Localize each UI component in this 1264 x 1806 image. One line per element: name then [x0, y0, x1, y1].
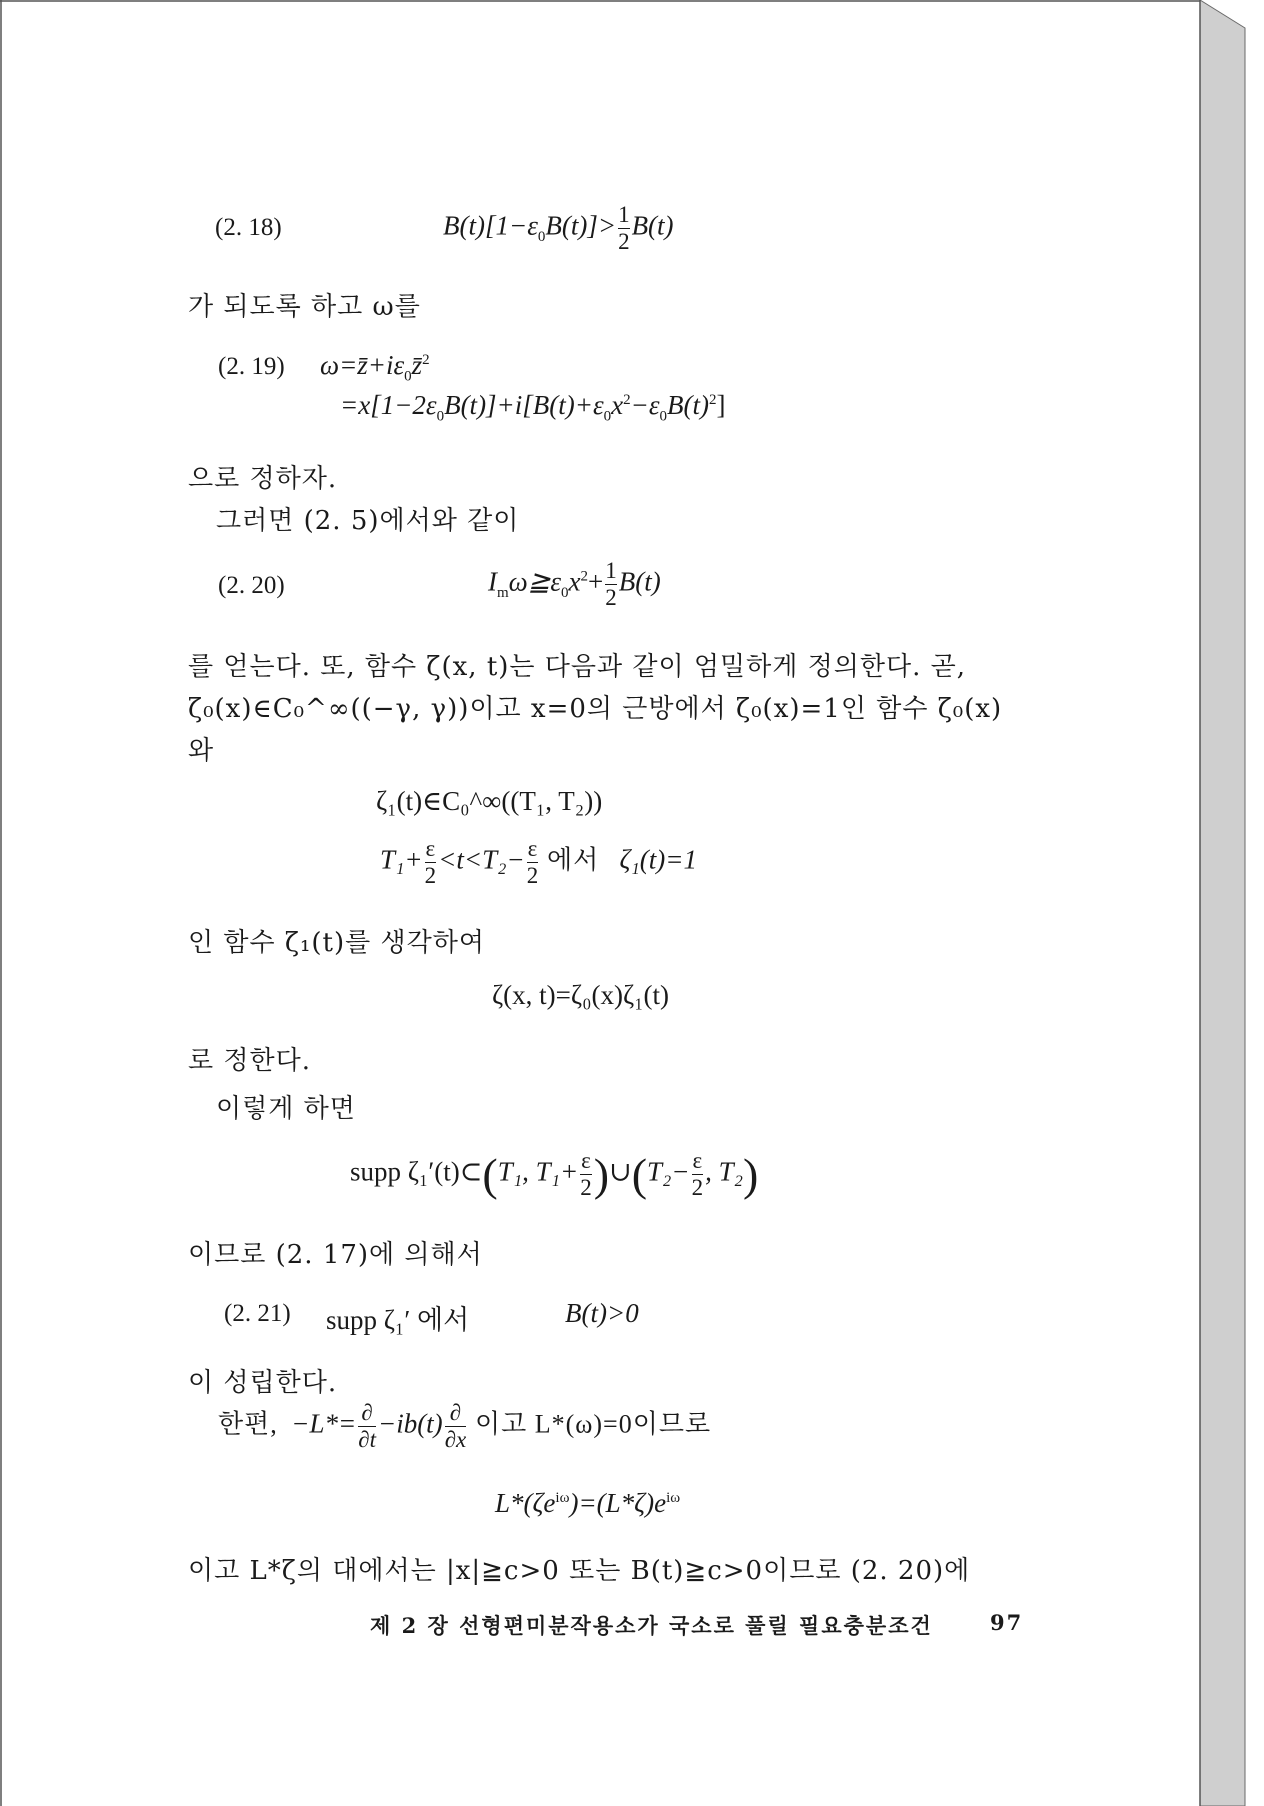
eq-text: B(t)>0 [565, 1298, 639, 1328]
frac-den: ∂x [444, 1427, 467, 1452]
eq-text: B(t)]+i[B(t)+ε [444, 390, 604, 420]
eq-text: −ib(t) [377, 1408, 443, 1439]
text-line: 이 성립한다. [188, 1368, 338, 1398]
equation-label: (2. 20) [218, 572, 285, 599]
text-line: 가 되도록 하고 ω를 [188, 292, 421, 322]
fraction [445, 1402, 467, 1451]
fraction [425, 838, 437, 887]
frac-den: 2 [526, 863, 539, 888]
text-line: 로 정한다. [188, 1046, 311, 1076]
frac-den: 2 [580, 1175, 592, 1200]
fraction [358, 1402, 376, 1451]
paragraph-line: 와 [188, 736, 215, 766]
eq-text: B(t) [631, 210, 674, 241]
text-line: 으로 정하자. [188, 464, 338, 494]
eq-text: supp ζ₁′ 에서 [326, 1305, 470, 1335]
equation-zeta1-def: ζ₁(t)∈C₀^∞((T₁, T₂)) [376, 786, 603, 816]
eq-text: 에서 [546, 845, 600, 875]
eq-text: , T₂ [705, 1156, 744, 1187]
eq-sub: m [497, 585, 509, 602]
fraction [527, 838, 539, 887]
eq-sup: iω [555, 1490, 570, 1506]
frac-num: ∂ [361, 1400, 373, 1425]
equation-supp: supp ζ₁′(t)⊂(T₁, T₁+ $\frac{\varepsilon}{2}$ )∪(T₂− $\frac{\varepsilon}{2}$ , T₂) [350, 1148, 759, 1200]
fraction [605, 560, 617, 609]
equation-L-zeta [495, 1488, 680, 1519]
equation-L-operator [218, 1402, 711, 1451]
equation-2-19-line1: $\omega=z̄+i\varepsilon_0z̄^2$ [320, 350, 430, 385]
eq-text: )=(L*ζ)e [569, 1488, 667, 1518]
eq-text: ] [716, 390, 726, 420]
frac-den: ∂t [358, 1427, 376, 1452]
eq-sup: iω [666, 1490, 681, 1506]
eq-text: ω=z̄+iε [320, 350, 405, 380]
text-line: 이렇게 하면 [216, 1094, 356, 1124]
equation-label: (2. 18) [215, 214, 282, 241]
frac-num: ε [527, 836, 538, 861]
eq-text: ∪ [609, 1156, 632, 1187]
eq-text: 한편, [218, 1409, 278, 1439]
frac-num: ε [581, 1148, 591, 1173]
fraction [618, 204, 630, 253]
eq-text: T₂− [647, 1156, 690, 1187]
eq-text: =x[1−2ε [340, 390, 437, 420]
equation-2-20: $I_m\omega≧\varepsilon_0x^2+$ $\frac{1}{2}$ B(t) [488, 558, 661, 610]
frac-den: 2 [424, 863, 437, 888]
eq-text: x [568, 566, 581, 597]
eq-text: z̄ [411, 350, 423, 380]
text-line: 이므로 (2. 17)에 의해서 [188, 1240, 483, 1270]
frac-num: ε [425, 836, 436, 861]
equation-2-21 [326, 1298, 469, 1337]
eq-text: ω≧ε [508, 566, 561, 597]
eq-text: ζ₁(t)=1 [619, 844, 697, 875]
equation-label: (2. 21) [224, 1300, 291, 1327]
eq-text: T₁+ [380, 844, 423, 875]
equation-2-18: $B(t)[1-\varepsilon_0B(t)]>$ $\frac{1}{2}$ B(t) [443, 202, 674, 254]
eq-text: x [611, 390, 624, 420]
frac-den: 2 [605, 585, 617, 610]
equation-zeta1-range [380, 838, 697, 887]
frac-num: 1 [605, 558, 617, 583]
frac-num: ∂ [449, 1400, 462, 1425]
text-line: 이고 L*ζ의 대에서는 |x|≧c>0 또는 B(t)≧c>0이므로 (2. 20)에 [188, 1556, 971, 1586]
eq-text: L*(ζe [495, 1488, 556, 1518]
eq-text: B(t) [666, 390, 709, 420]
eq-text: −L*= [291, 1408, 357, 1439]
equation-label: (2. 19) [218, 353, 285, 380]
eq-text: <t<T₂− [438, 844, 525, 875]
fraction [580, 1150, 592, 1199]
eq-text: supp ζ₁′(t)⊂ [350, 1156, 483, 1187]
eq-text: I [488, 566, 497, 597]
page-number: 97 [990, 1610, 1024, 1635]
eq-text: T₁, T₁+ [497, 1156, 579, 1187]
equation-zeta: ζ(x, t)=ζ₀(x)ζ₁(t) [492, 980, 670, 1010]
paragraph-line: ζ₀(x)∈C₀^∞((−γ, γ))이고 x=0의 근방에서 ζ₀(x)=1인 함수 ζ₀(x) [188, 694, 1003, 724]
running-footer: 제 2 장 선형편미분작용소가 국소로 풀릴 필요충분조건 [370, 1613, 933, 1638]
paragraph-line: 를 얻는다. 또, 함수 ζ(x, t)는 다음과 같이 엄밀하게 정의한다. 곧, [188, 652, 967, 682]
frac-num: ε [692, 1148, 703, 1173]
text-line: 그러면 (2. 5)에서와 같이 [216, 506, 520, 536]
frac-den: 2 [618, 229, 630, 254]
equation-2-21-rhs [565, 1298, 639, 1329]
eq-text: −ε [630, 390, 660, 420]
eq-text: 이고 L*(ω)=0이므로 [475, 1409, 712, 1439]
fraction [692, 1150, 704, 1199]
frac-den: 2 [691, 1175, 704, 1200]
text-line: 인 함수 ζ₁(t)를 생각하여 [188, 928, 485, 958]
eq-text: + [587, 566, 604, 597]
eq-text: B(t) [618, 566, 661, 597]
eq-text: B(t)]> [545, 210, 617, 241]
eq-text: B(t)[1−ε [443, 210, 538, 241]
frac-num: 1 [618, 202, 630, 227]
equation-2-19-line2: $=x[1-2\varepsilon_0B(t)]+i[B(t)+\varepsilon_0x^2-\varepsilon_0B(t)^2]$ [340, 390, 726, 425]
